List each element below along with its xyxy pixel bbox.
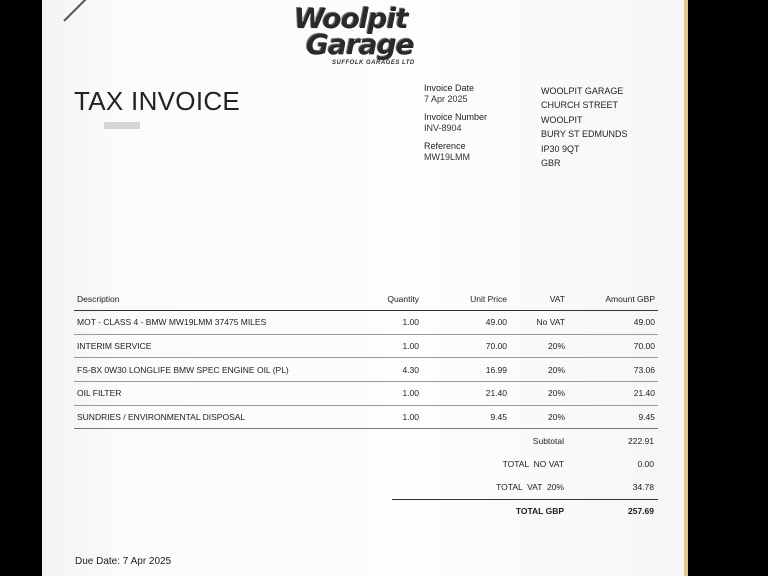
- subtotal-row: [392, 430, 658, 453]
- cell-amount: 73.06: [568, 358, 658, 382]
- header-amount: Amount GBP: [568, 289, 658, 311]
- logo-tagline: SUFFOLK GARAGES LTD: [332, 60, 415, 66]
- no-vat-value: 0.00: [637, 459, 654, 469]
- supplier-address: [541, 84, 628, 170]
- cell-quantity: 1.00: [370, 334, 422, 358]
- due-date: Due Date: 7 Apr 2025: [75, 556, 172, 567]
- subtotal-value: 222.91: [628, 436, 654, 446]
- address-line: WOOLPIT: [541, 114, 583, 125]
- header-quantity: Quantity: [370, 289, 422, 311]
- cell-description: MOT - CLASS 4 - BMW MW19LMM 37475 MILES: [74, 311, 370, 335]
- redacted-block: [104, 122, 140, 129]
- vat-value: 34.78: [632, 482, 654, 492]
- address-line: BURY ST EDMUNDS: [541, 129, 628, 140]
- reference-label: Reference: [424, 141, 466, 151]
- no-vat-row: [392, 453, 658, 476]
- cell-unit-price: 49.00: [422, 311, 510, 335]
- logo-line-2: Garage: [306, 28, 414, 61]
- cell-unit-price: 70.00: [422, 334, 510, 358]
- cell-unit-price: 16.99: [422, 358, 510, 382]
- cell-vat: 20%: [510, 334, 568, 358]
- line-items-table: [74, 289, 658, 429]
- document-title: TAX INVOICE: [74, 86, 241, 116]
- invoice-date: 7 Apr 2025: [424, 94, 468, 104]
- invoice-number: INV-8904: [424, 123, 462, 133]
- invoice-number-label: Invoice Number: [424, 112, 488, 122]
- cell-description: OIL FILTER: [74, 382, 370, 406]
- vat-label: TOTAL VAT 20%: [496, 482, 564, 492]
- cell-amount: 49.00: [568, 311, 658, 335]
- cell-amount: 21.40: [568, 382, 658, 406]
- cell-description: INTERIM SERVICE: [74, 334, 370, 358]
- cell-description: SUNDRIES / ENVIRONMENTAL DISPOSAL: [74, 405, 370, 429]
- table-row: [74, 334, 658, 358]
- header-vat: VAT: [510, 289, 568, 311]
- table-row: [74, 358, 658, 382]
- address-line: WOOLPIT GARAGE: [541, 86, 624, 96]
- invoice-date-label: Invoice Date: [424, 83, 475, 93]
- table-header-row: [74, 289, 658, 311]
- address-line: CHURCH STREET: [541, 100, 619, 111]
- grand-total-value: 257.69: [628, 506, 654, 516]
- grand-total-label: TOTAL GBP: [515, 506, 564, 516]
- table-row: [74, 382, 658, 406]
- header-unit-price: Unit Price: [422, 289, 510, 311]
- table-row: [74, 405, 658, 429]
- table-row: [74, 311, 658, 335]
- subtotal-label: Subtotal: [532, 436, 564, 446]
- vat-row: [392, 476, 658, 499]
- address-line: IP30 9QT: [541, 143, 580, 154]
- cell-vat: 20%: [510, 382, 568, 406]
- address-line: GBR: [541, 158, 561, 169]
- cell-description: FS-BX 0W30 LONGLIFE BMW SPEC ENGINE OIL (PL): [74, 358, 370, 382]
- cell-vat: 20%: [510, 358, 568, 382]
- cell-quantity: 1.00: [370, 405, 422, 429]
- grand-total-row: [392, 499, 658, 523]
- cell-quantity: 4.30: [370, 358, 422, 382]
- reference-value: MW19LMM: [424, 152, 471, 162]
- cell-unit-price: 9.45: [422, 405, 510, 429]
- cell-amount: 70.00: [568, 334, 658, 358]
- cell-vat: No VAT: [510, 311, 568, 335]
- header-description: Description: [74, 289, 370, 311]
- logo-line-1: Woolpit: [294, 2, 408, 35]
- cell-vat: 20%: [510, 405, 568, 429]
- cell-quantity: 1.00: [370, 382, 422, 406]
- cell-quantity: 1.00: [370, 311, 422, 335]
- cell-unit-price: 21.40: [422, 382, 510, 406]
- totals-block: [392, 430, 658, 523]
- paper-edge: [684, 0, 688, 576]
- no-vat-label: TOTAL NO VAT: [502, 459, 564, 469]
- invoice-meta: [424, 83, 487, 170]
- company-logo: [292, 2, 442, 70]
- cell-amount: 9.45: [568, 405, 658, 429]
